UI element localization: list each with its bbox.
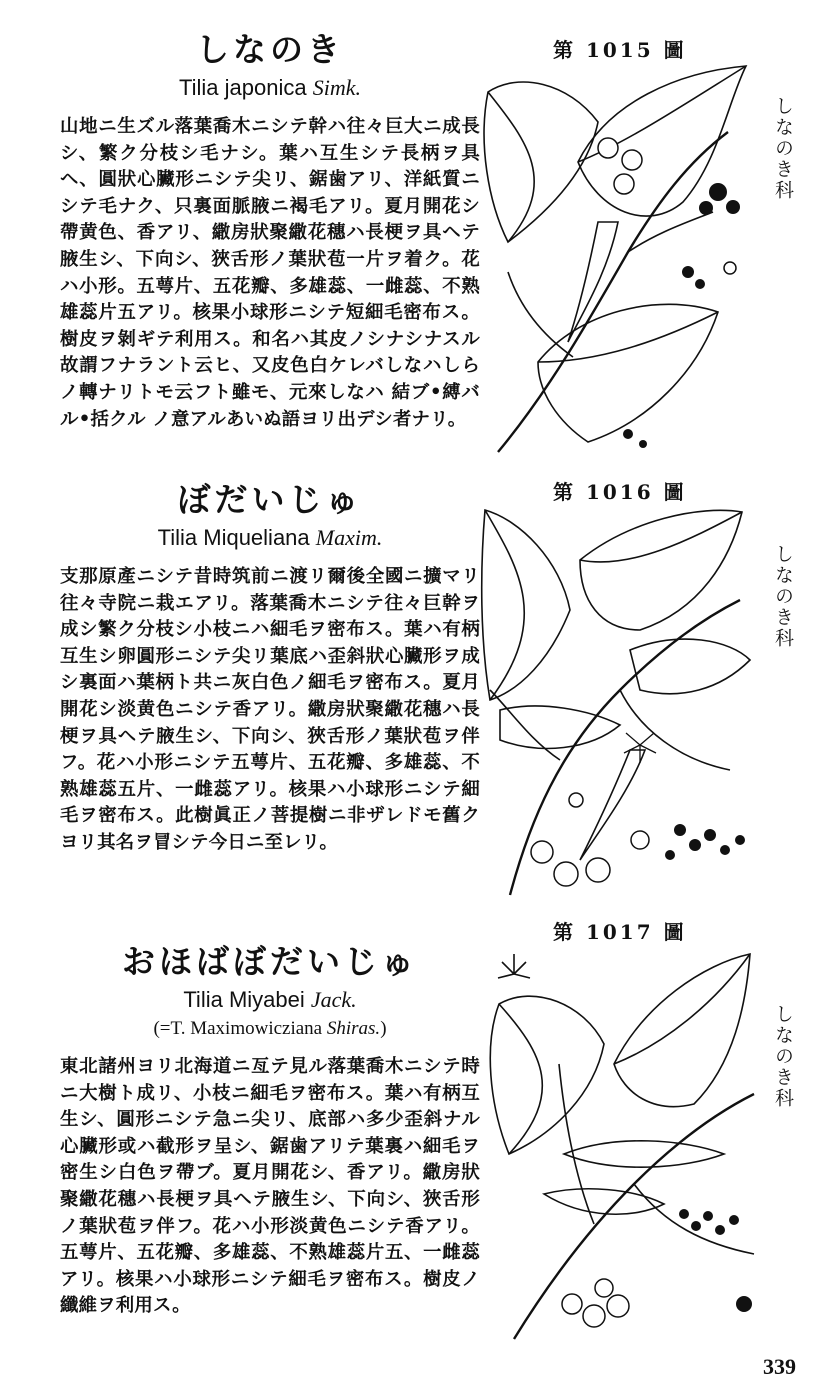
family-label: しなのき科	[772, 1004, 794, 1109]
species-synonym	[60, 1016, 480, 1042]
species-latin-name	[60, 524, 480, 552]
plant-illustration-1015	[478, 62, 768, 462]
figure-label-1015: 第 1015 圖	[553, 38, 687, 62]
figure-label-1017: 第 1017 圖	[553, 920, 687, 944]
species-japanese-name: しなのき	[196, 30, 344, 69]
latin-author: Jack.	[310, 987, 357, 1012]
latin-author: Maxim.	[315, 525, 383, 550]
species-description: 山地ニ生ズル落葉喬木ニシテ幹ハ往々巨大ニ成長シ、繁ク分枝シ毛ナシ。葉ハ互生シテ長柄ヲ具ヘ、圓狀心臟形ニシテ尖リ、鋸歯アリ、洋紙質ニシテ毛ナク、只裏面脈腋ニ褐毛アリ。夏月開花シ帶黄色、香アリ、繖房狀聚繖花穗ハ長梗ヲ具ヘテ腋生シ、下向シ、狹舌形ノ葉狀苞一片ヲ着ク。花ハ小形。五萼片、五花瓣、多雄蕊、一雌蕊、不熟雄蕊片五アリ。核果小球形ニシテ短細毛密布ス。樹皮ヲ剝ギテ利用ス。和名ハ其皮ノシナシナスル故謂フナラント云ヒ、又皮色白ケレバしなハしらノ轉ナリトモ云フト雖モ、元來しなハ 結ブ•縛バル•括クル ノ意アルあいぬ語ヨリ出デシ者ナリ。	[60, 116, 480, 430]
species-latin-name	[60, 986, 480, 1014]
family-label: しなのき科	[772, 544, 794, 649]
page-number: 339	[763, 1354, 796, 1379]
species-latin-name	[60, 74, 480, 102]
synonym-suffix: )	[380, 1018, 387, 1039]
latin-binomial: Tilia Miyabei	[183, 987, 305, 1012]
synonym-author: Shiras.	[326, 1018, 381, 1039]
latin-author: Simk.	[312, 75, 361, 100]
species-japanese-name: おほばぼだいじゅ	[122, 942, 418, 981]
latin-binomial: Tilia japonica	[179, 75, 307, 100]
entry-1016	[60, 480, 480, 857]
family-label: しなのき科	[772, 96, 794, 201]
plant-illustration-1016	[480, 500, 770, 900]
figure-label-1016: 第 1016 圖	[553, 480, 687, 504]
latin-binomial: Tilia Miqueliana	[157, 525, 310, 550]
plant-illustration-1017	[484, 944, 770, 1344]
species-description: 支那原產ニシテ昔時筑前ニ渡リ爾後全國ニ擴マリ往々寺院ニ栽エアリ。落葉喬木ニシテ往々巨幹ヲ成シ繁ク分枝シ小枝ニハ細毛ヲ密布ス。葉ハ有柄互生シ卵圓形ニシテ尖リ葉底ハ歪斜狀心臟形ヲ成シ裏面ハ葉柄ト共ニ灰白色ノ細毛ヲ密布ス。夏月開花シ淡黄色ニシテ香アリ。繖房狀聚繖花穗ハ長梗ヲ具ヘテ腋生シ、下向シ、狹舌形ノ葉狀苞ヲ伴フ。花ハ小形ニシテ五萼片、五花瓣、多雄蕊、不熟雄蕊五片、一雌蕊アリ。核果ハ小球形ニシテ細毛ヲ密布ス。此樹眞正ノ菩提樹ニ非ザレドモ舊クヨリ其名ヲ冒シテ今日ニ至レリ。	[60, 566, 480, 853]
synonym-prefix: (=T. Maximowicziana	[153, 1018, 323, 1039]
entry-1017	[60, 942, 480, 1320]
entry-1015	[60, 30, 480, 433]
species-japanese-name: ぼだいじゅ	[177, 480, 363, 519]
species-description: 東北諸州ヨリ北海道ニ亙テ見ル落葉喬木ニシテ時ニ大樹ト成リ、小枝ニ細毛ヲ密布ス。葉ハ有柄互生シ、圓形ニシテ急ニ尖リ、底部ハ多少歪斜ナル心臟形或ハ截形ヲ呈シ、鋸歯アリテ葉裏ハ細毛ヲ密生シ白色ヲ帶ブ。夏月開花シ、香アリ。繖房狀聚繖花穗ハ長梗ヲ具ヘテ腋生シ、下向シ、狹舌形ノ葉狀苞ヲ伴フ。花ハ小形淡黄色ニシテ香アリ。五萼片、五花瓣、多雄蕊、不熟雄蕊片五、一雌蕊アリ。核果ハ小球形ニシテ細毛ヲ密布ス。樹皮ノ纖維ヲ利用ス。	[60, 1056, 480, 1317]
